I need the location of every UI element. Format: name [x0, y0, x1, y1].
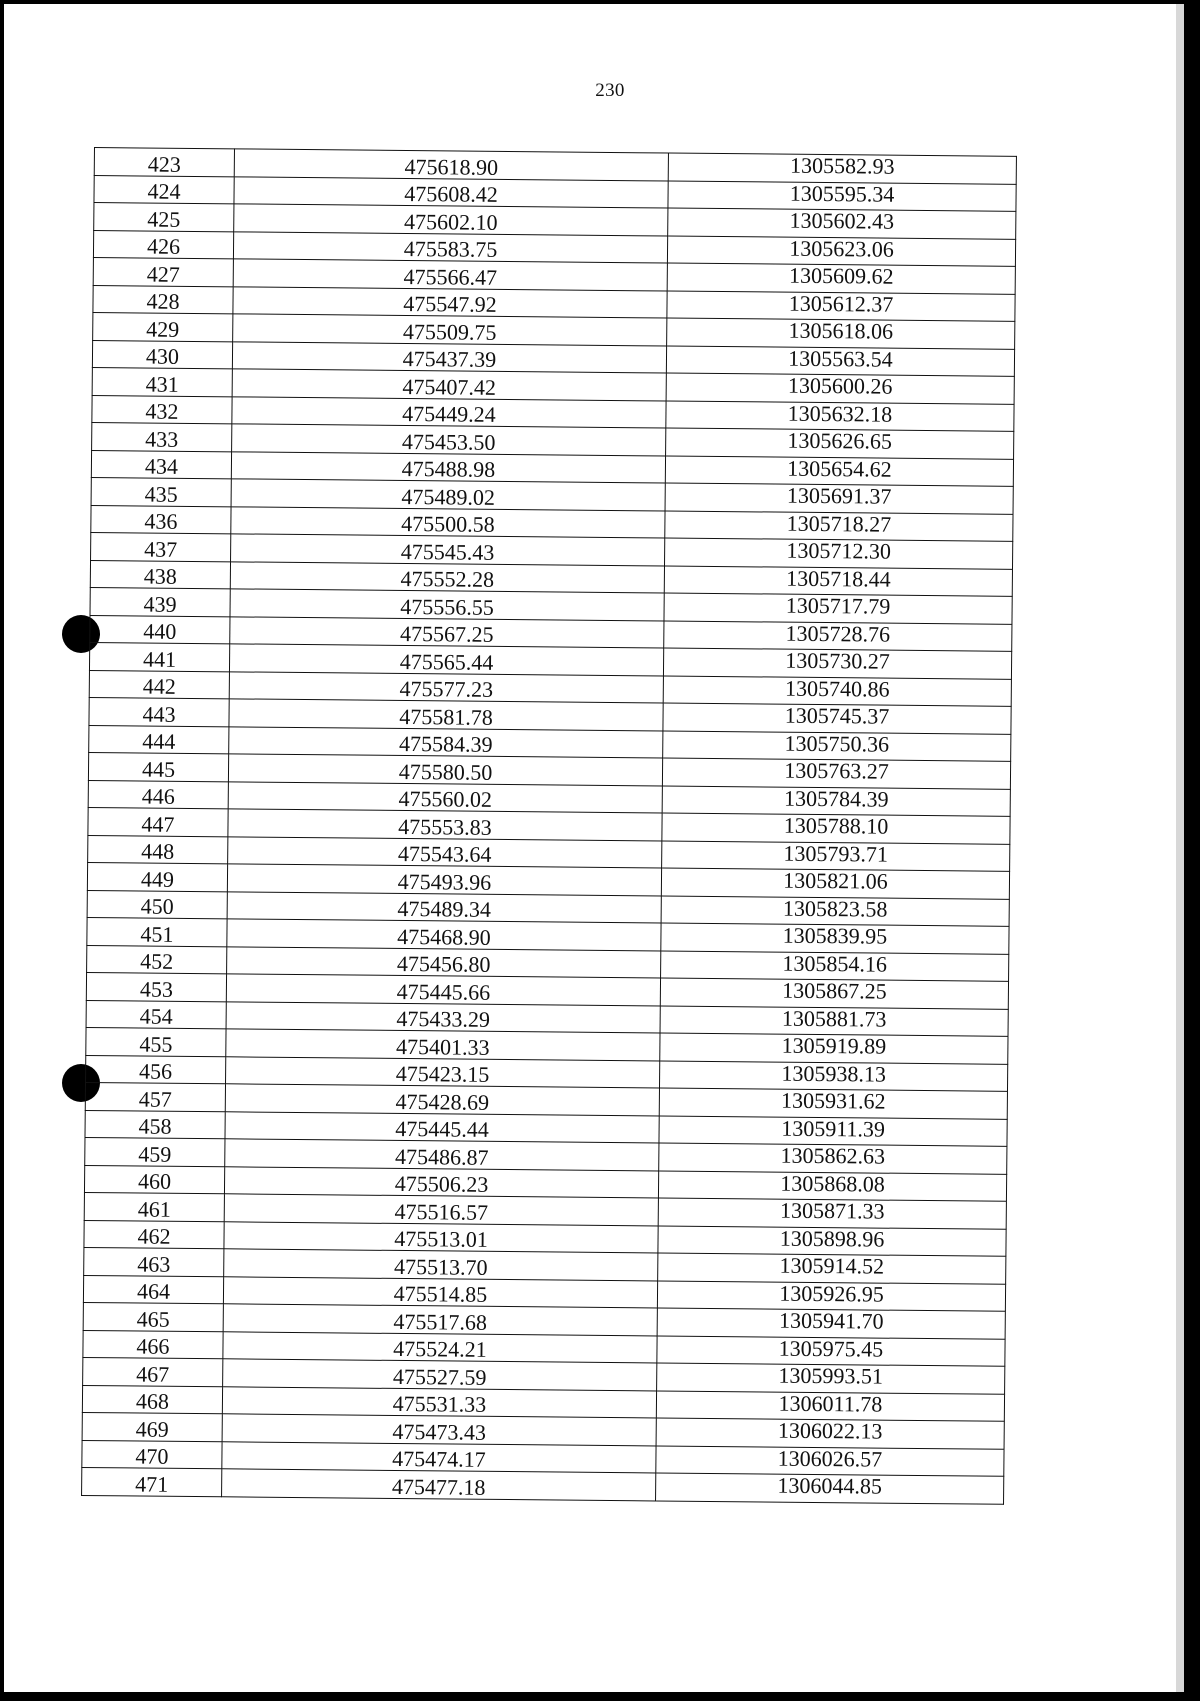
easting-cell: 475449.24: [232, 396, 666, 428]
point-number-cell: 446: [88, 780, 228, 809]
northing-cell: 1305914.52: [658, 1253, 1006, 1284]
point-number-cell: 467: [83, 1357, 223, 1386]
easting-cell: 475437.39: [232, 341, 666, 373]
point-number-cell: 443: [89, 697, 229, 726]
point-number-cell: 429: [93, 312, 233, 341]
point-number-cell: 428: [93, 285, 233, 314]
easting-cell: 475531.33: [222, 1386, 656, 1418]
point-number-cell: 440: [90, 615, 230, 644]
northing-cell: 1305919.89: [660, 1033, 1008, 1064]
northing-cell: 1305788.10: [662, 813, 1010, 844]
point-number-cell: 445: [88, 752, 228, 781]
easting-cell: 475401.33: [226, 1029, 660, 1061]
easting-cell: 475547.92: [233, 286, 667, 318]
easting-cell: 475445.44: [225, 1111, 659, 1143]
point-number-cell: 470: [82, 1440, 222, 1469]
easting-cell: 475516.57: [224, 1194, 658, 1226]
northing-cell: 1305718.27: [665, 510, 1013, 541]
point-number-cell: 441: [89, 642, 229, 671]
point-number-cell: 469: [82, 1412, 222, 1441]
easting-cell: 475556.55: [230, 589, 664, 621]
page-number: 230: [595, 80, 625, 101]
point-number-cell: 468: [82, 1385, 222, 1414]
northing-cell: 1306044.85: [656, 1473, 1004, 1504]
coordinate-table-body: [82, 148, 1017, 1504]
point-number-cell: 453: [86, 972, 226, 1001]
point-number-cell: 444: [89, 725, 229, 754]
scanned-page: [4, 4, 1184, 1692]
northing-cell: 1305993.51: [657, 1363, 1005, 1394]
northing-cell: 1305612.37: [667, 291, 1015, 322]
northing-cell: 1305911.39: [659, 1115, 1007, 1146]
easting-cell: 475602.10: [234, 204, 668, 236]
northing-cell: 1305793.71: [662, 840, 1010, 871]
easting-cell: 475493.96: [227, 864, 661, 896]
northing-cell: 1306026.57: [656, 1445, 1004, 1476]
easting-cell: 475565.44: [229, 644, 663, 676]
easting-cell: 475407.42: [232, 369, 666, 401]
point-number-cell: 448: [88, 835, 228, 864]
northing-cell: 1305609.62: [667, 263, 1015, 294]
point-number-cell: 434: [91, 450, 231, 479]
table-row: [82, 1467, 1004, 1503]
easting-cell: 475580.50: [228, 754, 662, 786]
point-number-cell: 461: [84, 1192, 224, 1221]
easting-cell: 475513.70: [224, 1249, 658, 1281]
northing-cell: 1305602.43: [668, 208, 1016, 239]
northing-cell: 1305712.30: [665, 538, 1013, 569]
northing-cell: 1305595.34: [668, 181, 1016, 212]
northing-cell: 1305975.45: [657, 1335, 1005, 1366]
coordinate-table-wrapper: [81, 147, 1014, 1504]
point-number-cell: 423: [94, 148, 234, 177]
easting-cell: 475488.98: [231, 451, 665, 483]
point-number-cell: 451: [87, 917, 227, 946]
easting-cell: 475474.17: [222, 1441, 656, 1473]
point-number-cell: 430: [92, 340, 232, 369]
northing-cell: 1305868.08: [658, 1170, 1006, 1201]
northing-cell: 1305938.13: [659, 1060, 1007, 1091]
easting-cell: 475552.28: [230, 561, 664, 593]
northing-cell: 1305745.37: [663, 703, 1011, 734]
point-number-cell: 464: [83, 1275, 223, 1304]
easting-cell: 475509.75: [233, 314, 667, 346]
point-number-cell: 463: [84, 1247, 224, 1276]
northing-cell: 1305582.93: [668, 153, 1016, 184]
easting-cell: 475506.23: [224, 1166, 658, 1198]
point-number-cell: 426: [93, 230, 233, 259]
easting-cell: 475428.69: [225, 1084, 659, 1116]
northing-cell: 1305600.26: [666, 373, 1014, 404]
northing-cell: 1305823.58: [661, 895, 1009, 926]
point-number-cell: 432: [92, 395, 232, 424]
point-number-cell: 449: [87, 862, 227, 891]
northing-cell: 1305730.27: [663, 648, 1011, 679]
northing-cell: 1305881.73: [660, 1005, 1008, 1036]
northing-cell: 1305623.06: [667, 236, 1015, 267]
easting-cell: 475566.47: [233, 259, 667, 291]
easting-cell: 475453.50: [232, 424, 666, 456]
easting-cell: 475489.02: [231, 479, 665, 511]
easting-cell: 475468.90: [227, 919, 661, 951]
easting-cell: 475473.43: [222, 1414, 656, 1446]
northing-cell: 1306022.13: [656, 1418, 1004, 1449]
northing-cell: 1305871.33: [658, 1198, 1006, 1229]
point-number-cell: 454: [86, 1000, 226, 1029]
easting-cell: 475545.43: [231, 534, 665, 566]
northing-cell: 1305763.27: [662, 758, 1010, 789]
northing-cell: 1305839.95: [661, 923, 1009, 954]
northing-cell: 1305750.36: [663, 730, 1011, 761]
point-number-cell: 455: [86, 1027, 226, 1056]
point-number-cell: 427: [93, 257, 233, 286]
easting-cell: 475543.64: [228, 836, 662, 868]
easting-cell: 475618.90: [234, 149, 668, 181]
point-number-cell: 442: [89, 670, 229, 699]
point-number-cell: 462: [84, 1220, 224, 1249]
point-number-cell: 433: [92, 422, 232, 451]
point-number-cell: 466: [83, 1330, 223, 1359]
scan-edge-shadow: [1176, 4, 1184, 1692]
easting-cell: 475567.25: [230, 616, 664, 648]
point-number-cell: 438: [90, 560, 230, 589]
easting-cell: 475477.18: [222, 1469, 656, 1501]
point-number-cell: 424: [94, 175, 234, 204]
coordinate-table: [81, 147, 1017, 1504]
northing-cell: 1306011.78: [656, 1390, 1004, 1421]
point-number-cell: 435: [91, 477, 231, 506]
point-number-cell: 458: [85, 1110, 225, 1139]
northing-cell: 1305898.96: [658, 1225, 1006, 1256]
northing-cell: 1305867.25: [660, 978, 1008, 1009]
northing-cell: 1305821.06: [661, 868, 1009, 899]
northing-cell: 1305926.95: [657, 1280, 1005, 1311]
northing-cell: 1305784.39: [662, 785, 1010, 816]
northing-cell: 1305717.79: [664, 593, 1012, 624]
easting-cell: 475583.75: [233, 231, 667, 263]
easting-cell: 475500.58: [231, 506, 665, 538]
point-number-cell: 425: [94, 203, 234, 232]
northing-cell: 1305740.86: [663, 675, 1011, 706]
point-number-cell: 450: [87, 890, 227, 919]
easting-cell: 475524.21: [223, 1331, 657, 1363]
point-number-cell: 447: [88, 807, 228, 836]
northing-cell: 1305854.16: [661, 950, 1009, 981]
northing-cell: 1305718.44: [664, 565, 1012, 596]
point-number-cell: 431: [92, 367, 232, 396]
point-number-cell: 437: [91, 532, 231, 561]
easting-cell: 475513.01: [224, 1221, 658, 1253]
northing-cell: 1305618.06: [667, 318, 1015, 349]
northing-cell: 1305728.76: [664, 620, 1012, 651]
easting-cell: 475517.68: [223, 1304, 657, 1336]
easting-cell: 475445.66: [226, 974, 660, 1006]
northing-cell: 1305632.18: [666, 401, 1014, 432]
point-number-cell: 460: [84, 1165, 224, 1194]
easting-cell: 475527.59: [223, 1359, 657, 1391]
northing-cell: 1305654.62: [665, 456, 1013, 487]
easting-cell: 475608.42: [234, 176, 668, 208]
northing-cell: 1305941.70: [657, 1308, 1005, 1339]
northing-cell: 1305931.62: [659, 1088, 1007, 1119]
point-number-cell: 459: [85, 1137, 225, 1166]
northing-cell: 1305862.63: [659, 1143, 1007, 1174]
easting-cell: 475433.29: [226, 1001, 660, 1033]
easting-cell: 475581.78: [229, 699, 663, 731]
easting-cell: 475553.83: [228, 809, 662, 841]
easting-cell: 475584.39: [229, 726, 663, 758]
northing-cell: 1305563.54: [666, 346, 1014, 377]
easting-cell: 475489.34: [227, 891, 661, 923]
point-number-cell: 452: [87, 945, 227, 974]
point-number-cell: 465: [83, 1302, 223, 1331]
easting-cell: 475560.02: [228, 781, 662, 813]
easting-cell: 475514.85: [223, 1276, 657, 1308]
easting-cell: 475456.80: [227, 946, 661, 978]
point-number-cell: 436: [91, 505, 231, 534]
easting-cell: 475486.87: [225, 1139, 659, 1171]
easting-cell: 475577.23: [229, 671, 663, 703]
point-number-cell: 439: [90, 587, 230, 616]
easting-cell: 475423.15: [226, 1056, 660, 1088]
northing-cell: 1305626.65: [666, 428, 1014, 459]
point-number-cell: 457: [85, 1082, 225, 1111]
point-number-cell: 456: [86, 1055, 226, 1084]
northing-cell: 1305691.37: [665, 483, 1013, 514]
point-number-cell: 471: [82, 1467, 222, 1496]
